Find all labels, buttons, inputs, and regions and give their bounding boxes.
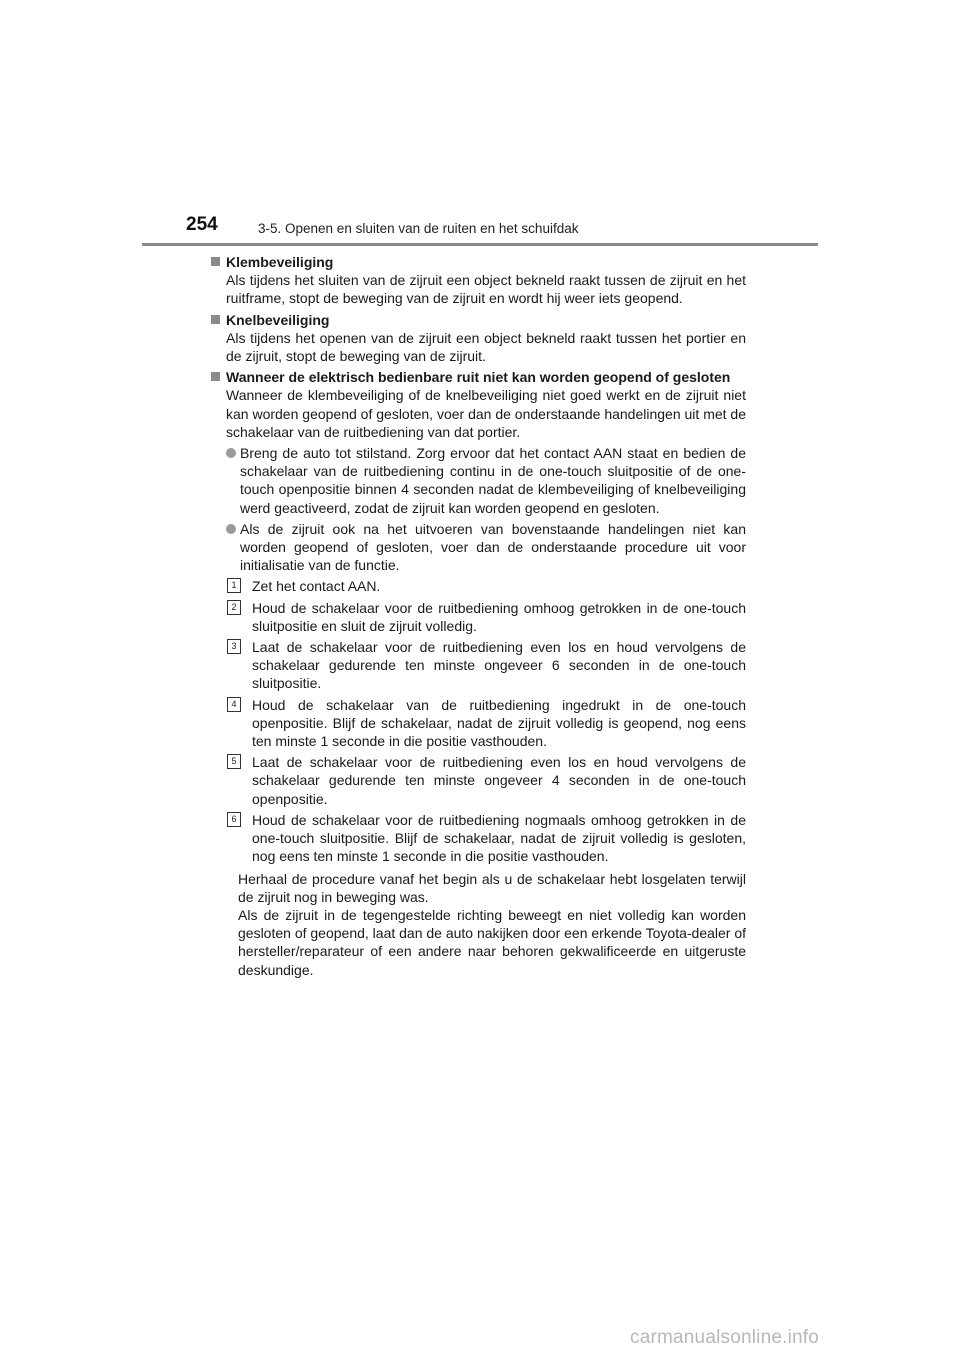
step-item: 5 Laat de schakelaar voor de ruitbediening even los en houd vervolgens de schakelaar gedurende ten minste ongeveer 4 seconden in de one-touch openpositie. xyxy=(210,753,746,808)
section-heading: Klembeveiliging xyxy=(210,253,746,271)
header-divider xyxy=(142,243,818,246)
step-item: 4 Houd de schakelaar van de ruitbediening ingedrukt in de one-touch openpositie. Blijf de schakelaar, nadat de zijruit volledig is geopend, nog eens ten minste 1 seconde in die positie vasthouden. xyxy=(210,696,746,751)
bullet-item: Als de zijruit ook na het uitvoeren van bovenstaande handelingen niet kan worden geopend of gesloten, voer dan de onderstaande procedure uit voor initialisatie van de functie. xyxy=(210,520,746,575)
page-header xyxy=(0,0,960,250)
section-text: Als tijdens het sluiten van de zijruit een object bekneld raakt tussen de zijruit en het ruitframe, stopt de beweging van de zijruit en wordt hij weer iets geopend. xyxy=(226,272,746,307)
bullet-item: Breng de auto tot stilstand. Zorg ervoor dat het contact AAN staat en bedien de schakelaar van de ruitbediening continu in de one-touch sluitpositie of de one-touch openpositie binnen 4 seconden nadat de klembeveiliging of knelbeveiliging werd geactiveerd, zodat de zijruit kan worden geopend en gesloten. xyxy=(210,444,746,517)
square-bullet-icon xyxy=(211,315,220,324)
section-ruit-niet-bedienbaar xyxy=(210,368,746,979)
closing-paragraph: Herhaal de procedure vanaf het begin als u de schakelaar hebt losgelaten terwijl de zijruit nog in beweging was. xyxy=(238,870,746,905)
watermark: carmanualsonline.info xyxy=(630,1327,820,1348)
step-item: 2 Houd de schakelaar voor de ruitbediening omhoog getrokken in de one-touch sluitpositie en sluit de zijruit volledig. xyxy=(210,599,746,635)
circle-bullet-icon xyxy=(226,524,236,534)
step-number: 6 xyxy=(227,812,241,827)
section-heading: Knelbeveiliging xyxy=(210,311,746,329)
page-content xyxy=(210,253,746,982)
square-bullet-icon xyxy=(211,372,220,381)
section-klembeveiliging xyxy=(210,253,746,308)
step-number: 4 xyxy=(227,697,241,712)
section-title: 3-5. Openen en sluiten van de ruiten en het schuifdak xyxy=(258,221,579,236)
step-item: 6 Houd de schakelaar voor de ruitbediening nogmaals omhoog getrokken in de one-touch sluitpositie. Blijf de schakelaar, nadat de zijruit volledig is gesloten, nog eens ten minste 1 seconde in die positie vasthouden. xyxy=(210,811,746,866)
step-number: 2 xyxy=(227,600,241,615)
square-bullet-icon xyxy=(211,257,220,266)
section-knelbeveiliging xyxy=(210,311,746,366)
step-number: 5 xyxy=(227,754,241,769)
closing-paragraph: Als de zijruit in de tegengestelde richting beweegt en niet volledig kan worden gesloten of geopend, laat dan de auto nakijken door een erkende Toyota-dealer of hersteller/reparateur of een andere naar behoren gekwalificeerde en uitgeruste deskundige. xyxy=(238,906,747,978)
closing-note xyxy=(210,870,746,979)
section-text: Wanneer de klembeveiliging of de knelbeveiliging niet goed werkt en de zijruit niet kan worden geopend of gesloten, voer dan de onderstaande handelingen uit met de schakelaar van de ruitbediening van dat portier. xyxy=(226,387,746,440)
step-item: 3 Laat de schakelaar voor de ruitbediening even los en houd vervolgens de schakelaar gedurende ten minste ongeveer 6 seconden in de one-touch sluitpositie. xyxy=(210,638,746,693)
step-number: 3 xyxy=(227,639,241,654)
step-item: 1 Zet het contact AAN. xyxy=(210,577,746,595)
section-heading: Wanneer de elektrisch bedienbare ruit niet kan worden geopend of gesloten xyxy=(210,368,746,386)
circle-bullet-icon xyxy=(226,448,236,458)
page-number: 254 xyxy=(186,214,218,235)
section-text: Als tijdens het openen van de zijruit een object bekneld raakt tussen het portier en de zijruit, stopt de beweging van de zijruit. xyxy=(226,329,746,365)
step-number: 1 xyxy=(227,578,241,593)
